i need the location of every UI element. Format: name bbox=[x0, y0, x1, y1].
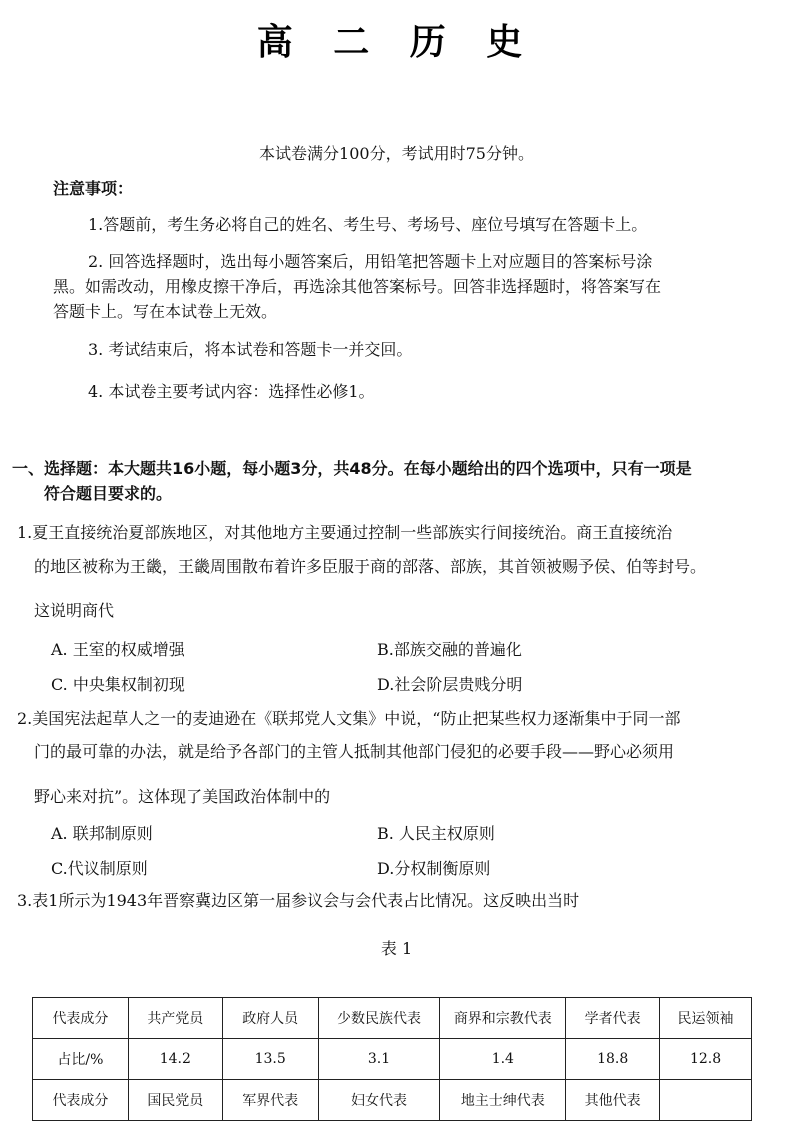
q2-line-3: 野心来对抗”。这体现了美国政治体制中的 bbox=[34, 787, 331, 806]
table-cell: 其他代表 bbox=[566, 1080, 660, 1121]
table-cell: 13.5 bbox=[222, 1039, 318, 1080]
table-row bbox=[33, 1080, 752, 1121]
table-cell: 民运领袖 bbox=[660, 998, 752, 1039]
table-cell: 地主士绅代表 bbox=[440, 1080, 566, 1121]
table-cell: 12.8 bbox=[660, 1039, 752, 1080]
notice-item-4: 4. 本试卷主要考试内容：选择性必修1。 bbox=[88, 382, 375, 401]
table-row bbox=[33, 998, 752, 1039]
notice-item-1: 1.答题前，考生务必将自己的姓名、考生号、考场号、座位号填写在答题卡上。 bbox=[88, 215, 648, 234]
q1-line-3: 这说明商代 bbox=[34, 601, 115, 620]
q1-option-c: C. 中央集权制初现 bbox=[51, 675, 185, 694]
exam-info: 本试卷满分100分，考试用时75分钟。 bbox=[259, 144, 534, 163]
q2-line-1: 2.美国宪法起草人之一的麦迪逊在《联邦党人文集》中说，“防止把某些权力逐渐集中于同一部 bbox=[17, 709, 681, 728]
table-cell: 1.4 bbox=[440, 1039, 566, 1080]
q1-option-a: A. 王室的权威增强 bbox=[51, 640, 185, 659]
q2-option-a: A. 联邦制原则 bbox=[51, 824, 153, 843]
q2-option-c: C.代议制原则 bbox=[51, 859, 148, 878]
table-cell: 军界代表 bbox=[222, 1080, 318, 1121]
q1-line-1: 1.夏王直接统治夏部族地区，对其他地方主要通过控制一些部族实行间接统治。商王直接统治 bbox=[17, 523, 673, 542]
page-title: 高 二 历 史 bbox=[256, 22, 537, 63]
q1-line-2: 的地区被称为王畿，王畿周围散布着许多臣服于商的部落、部族，其首领被赐予侯、伯等封号。 bbox=[34, 557, 707, 576]
section-heading: 一、选择题：本大题共16小题，每小题3分，共48分。在每小题给出的四个选项中，只有一项是 bbox=[12, 459, 692, 478]
notice-item-3: 3. 考试结束后，将本试卷和答题卡一并交回。 bbox=[88, 340, 413, 359]
table-cell: 3.1 bbox=[318, 1039, 440, 1080]
table-cell: 代表成分 bbox=[33, 1080, 129, 1121]
notice-item-2-cont2: 答题卡上。写在本试卷上无效。 bbox=[53, 302, 278, 321]
table-cell: 政府人员 bbox=[222, 998, 318, 1039]
table-cell: 14.2 bbox=[128, 1039, 222, 1080]
table-row bbox=[33, 1039, 752, 1080]
table-cell bbox=[660, 1080, 752, 1121]
q1-option-b: B.部族交融的普遍化 bbox=[377, 640, 522, 659]
q1-option-d: D.社会阶层贵贱分明 bbox=[377, 675, 523, 694]
table-cell: 妇女代表 bbox=[318, 1080, 440, 1121]
table-caption: 表 1 bbox=[380, 939, 413, 958]
q2-option-b: B. 人民主权原则 bbox=[377, 824, 495, 843]
table-cell: 国民党员 bbox=[128, 1080, 222, 1121]
section-heading-cont: 符合题目要求的。 bbox=[44, 484, 173, 503]
notice-heading: 注意事项： bbox=[53, 179, 134, 198]
table-cell: 共产党员 bbox=[128, 998, 222, 1039]
table-cell: 学者代表 bbox=[566, 998, 660, 1039]
representation-table bbox=[32, 997, 752, 1121]
table-cell: 代表成分 bbox=[33, 998, 129, 1039]
q2-line-2: 门的最可靠的办法，就是给予各部门的主管人抵制其他部门侵犯的必要手段——野心必须用 bbox=[34, 742, 675, 761]
table-cell: 占比/% bbox=[33, 1039, 129, 1080]
q3-line-1: 3.表1所示为1943年晋察冀边区第一届参议会与会代表占比情况。这反映出当时 bbox=[17, 891, 580, 910]
notice-item-2-cont: 黑。如需改动，用橡皮擦干净后，再选涂其他答案标号。回答非选择题时，将答案写在 bbox=[53, 277, 662, 296]
table-cell: 商界和宗教代表 bbox=[440, 998, 566, 1039]
notice-item-2: 2. 回答选择题时，选出每小题答案后，用铅笔把答题卡上对应题目的答案标号涂 bbox=[88, 252, 653, 271]
table-cell: 少数民族代表 bbox=[318, 998, 440, 1039]
table-cell: 18.8 bbox=[566, 1039, 660, 1080]
q2-option-d: D.分权制衡原则 bbox=[377, 859, 491, 878]
